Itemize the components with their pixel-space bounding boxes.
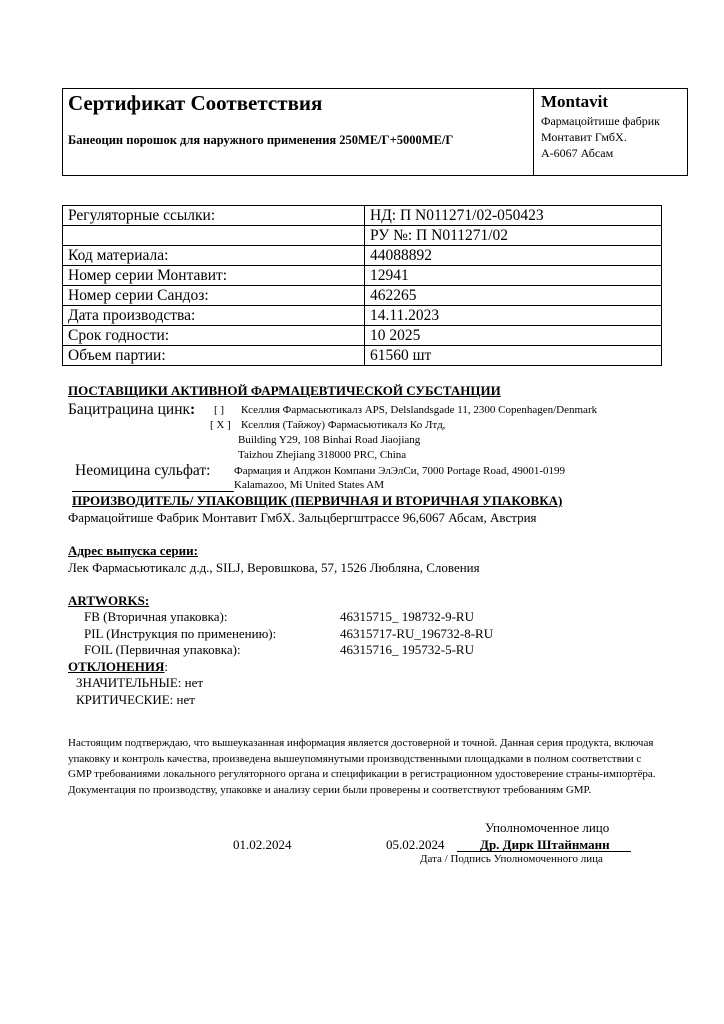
row-label: Номер серии Монтавит: (63, 266, 365, 286)
batch-info-table (62, 205, 662, 366)
artwork-code: 46315716_ 195732-5-RU (340, 642, 474, 657)
row-value: 462265 (365, 286, 662, 306)
supplier-address-line: Taizhou Zhejiang 318000 PRC, China (238, 449, 407, 461)
deviations-major: ЗНАЧИТЕЛЬНЫЕ: нет (76, 675, 204, 690)
table-row (63, 206, 662, 226)
gmp-statement: Настоящим подтверждаю, что вышеуказанная информация является достоверной и точной. Данная серия продукта, включая упаковку и контроль качества, произведена вышеупомянутыми производственными площадками в полном соответствии с GMP требованиями локального регуляторного органа и спецификации в регистрационном удостоверение страны-импортёра. Документация по производству, упаковке и анализу серии были проверены и соответствуют требованиям GMP. (68, 737, 656, 796)
supplier-address-line: Kalamazoo, Mi United States AM (234, 479, 385, 491)
row-label (63, 226, 365, 246)
signatory-name: Др. Дирк Штайнманн (480, 837, 610, 852)
table-row (63, 246, 662, 266)
bacitracin-label (68, 401, 195, 419)
row-label: Срок годности: (63, 326, 365, 346)
deviations-heading (68, 658, 168, 676)
certificate-title: Сертификат Соответствия (68, 91, 323, 115)
table-row (63, 326, 662, 346)
row-value: НД: П N011271/02-050423 (365, 206, 662, 226)
signature-caption: Дата / Подпись Уполномоченного лица (420, 853, 603, 865)
artwork-label: FB (Вторичная упаковка): (84, 609, 228, 624)
row-label: Регуляторные ссылки: (63, 206, 365, 226)
row-value: 61560 шт (365, 346, 662, 366)
artwork-label: FOIL (Первичная упаковка): (84, 642, 241, 657)
table-row (63, 306, 662, 326)
table-row (63, 226, 662, 246)
signatory-role: Уполномоченное лицо (485, 820, 610, 835)
deviations-colon: : (164, 659, 169, 674)
signature-date: 05.02.2024 (386, 837, 445, 852)
checkbox-unchecked: [ ] (214, 404, 225, 416)
row-value: 12941 (365, 266, 662, 286)
header-divider (533, 88, 534, 176)
bacitracin-name: Бацитрацина цинк (68, 401, 191, 418)
manufacturer-text: Фармацойтише Фабрик Монтавит ГмбХ. Зальцбергштрассе 96,6067 Абсам, Австрия (68, 510, 537, 525)
supplier-address-line: Building Y29, 108 Binhai Road Jiaojiang (238, 434, 421, 446)
row-label: Дата производства: (63, 306, 365, 326)
table-row (63, 346, 662, 366)
deviations-title: ОТКЛОНЕНИЯ (68, 659, 165, 674)
row-value: 14.11.2023 (365, 306, 662, 326)
bacitracin-colon: : (190, 401, 196, 418)
date-left: 01.02.2024 (233, 837, 292, 852)
supplier-option: Кселлия (Тайжоу) Фармасьютикалз Ко Лтд, (241, 419, 446, 431)
row-label: Номер серии Сандоз: (63, 286, 365, 306)
artwork-code: 46315715_ 198732-9-RU (340, 609, 474, 624)
product-name: Банеоцин порошок для наружного применения 250МЕ/Г+5000МЕ/Г (68, 133, 454, 147)
deviations-critical: КРИТИЧЕСКИЕ: нет (76, 692, 195, 707)
company-address-line: Монтавит ГмбХ. (541, 130, 627, 144)
suppliers-heading: ПОСТАВЩИКИ АКТИВНОЙ ФАРМАЦЕВТИЧЕСКОЙ СУБСТАНЦИИ (68, 383, 501, 398)
manufacturer-heading: ПРОИЗВОДИТЕЛЬ/ УПАКОВЩИК (ПЕРВИЧНАЯ И ВТОРИЧНАЯ УПАКОВКА) (72, 493, 563, 508)
checkbox-checked: [ X ] (210, 419, 231, 431)
table-row (63, 266, 662, 286)
artwork-label: PIL (Инструкция по применению): (84, 626, 277, 641)
release-heading: Адрес выпуска серии: (68, 543, 198, 558)
row-label: Объем партии: (63, 346, 365, 366)
table-row (63, 286, 662, 306)
company-address-line: Фармацойтише фабрик (541, 114, 660, 128)
neomycin-label: Неомицина сульфат: (75, 462, 211, 479)
company-name: Montavit (541, 92, 609, 111)
artwork-code: 46315717-RU_196732-8-RU (340, 626, 494, 641)
supplier-option: Фармация и Апджон Компани ЭлЭлСи, 7000 Portage Road, 49001-0199 (234, 465, 566, 477)
row-value: 44088892 (365, 246, 662, 266)
row-value: РУ №: П N011271/02 (365, 226, 662, 246)
row-label: Код материала: (63, 246, 365, 266)
artworks-heading: ARTWORKS: (68, 593, 150, 608)
row-value: 10 2025 (365, 326, 662, 346)
company-address-line: А-6067 Абсам (541, 146, 614, 160)
divider-line (72, 491, 234, 492)
supplier-option: Кселлия Фармасьютикалз APS, Delslandsgade 11, 2300 Copenhagen/Denmark (241, 404, 598, 416)
release-text: Лек Фармасьютикалс д.д., SILJ, Веровшкова, 57, 1526 Любляна, Словения (68, 560, 480, 575)
